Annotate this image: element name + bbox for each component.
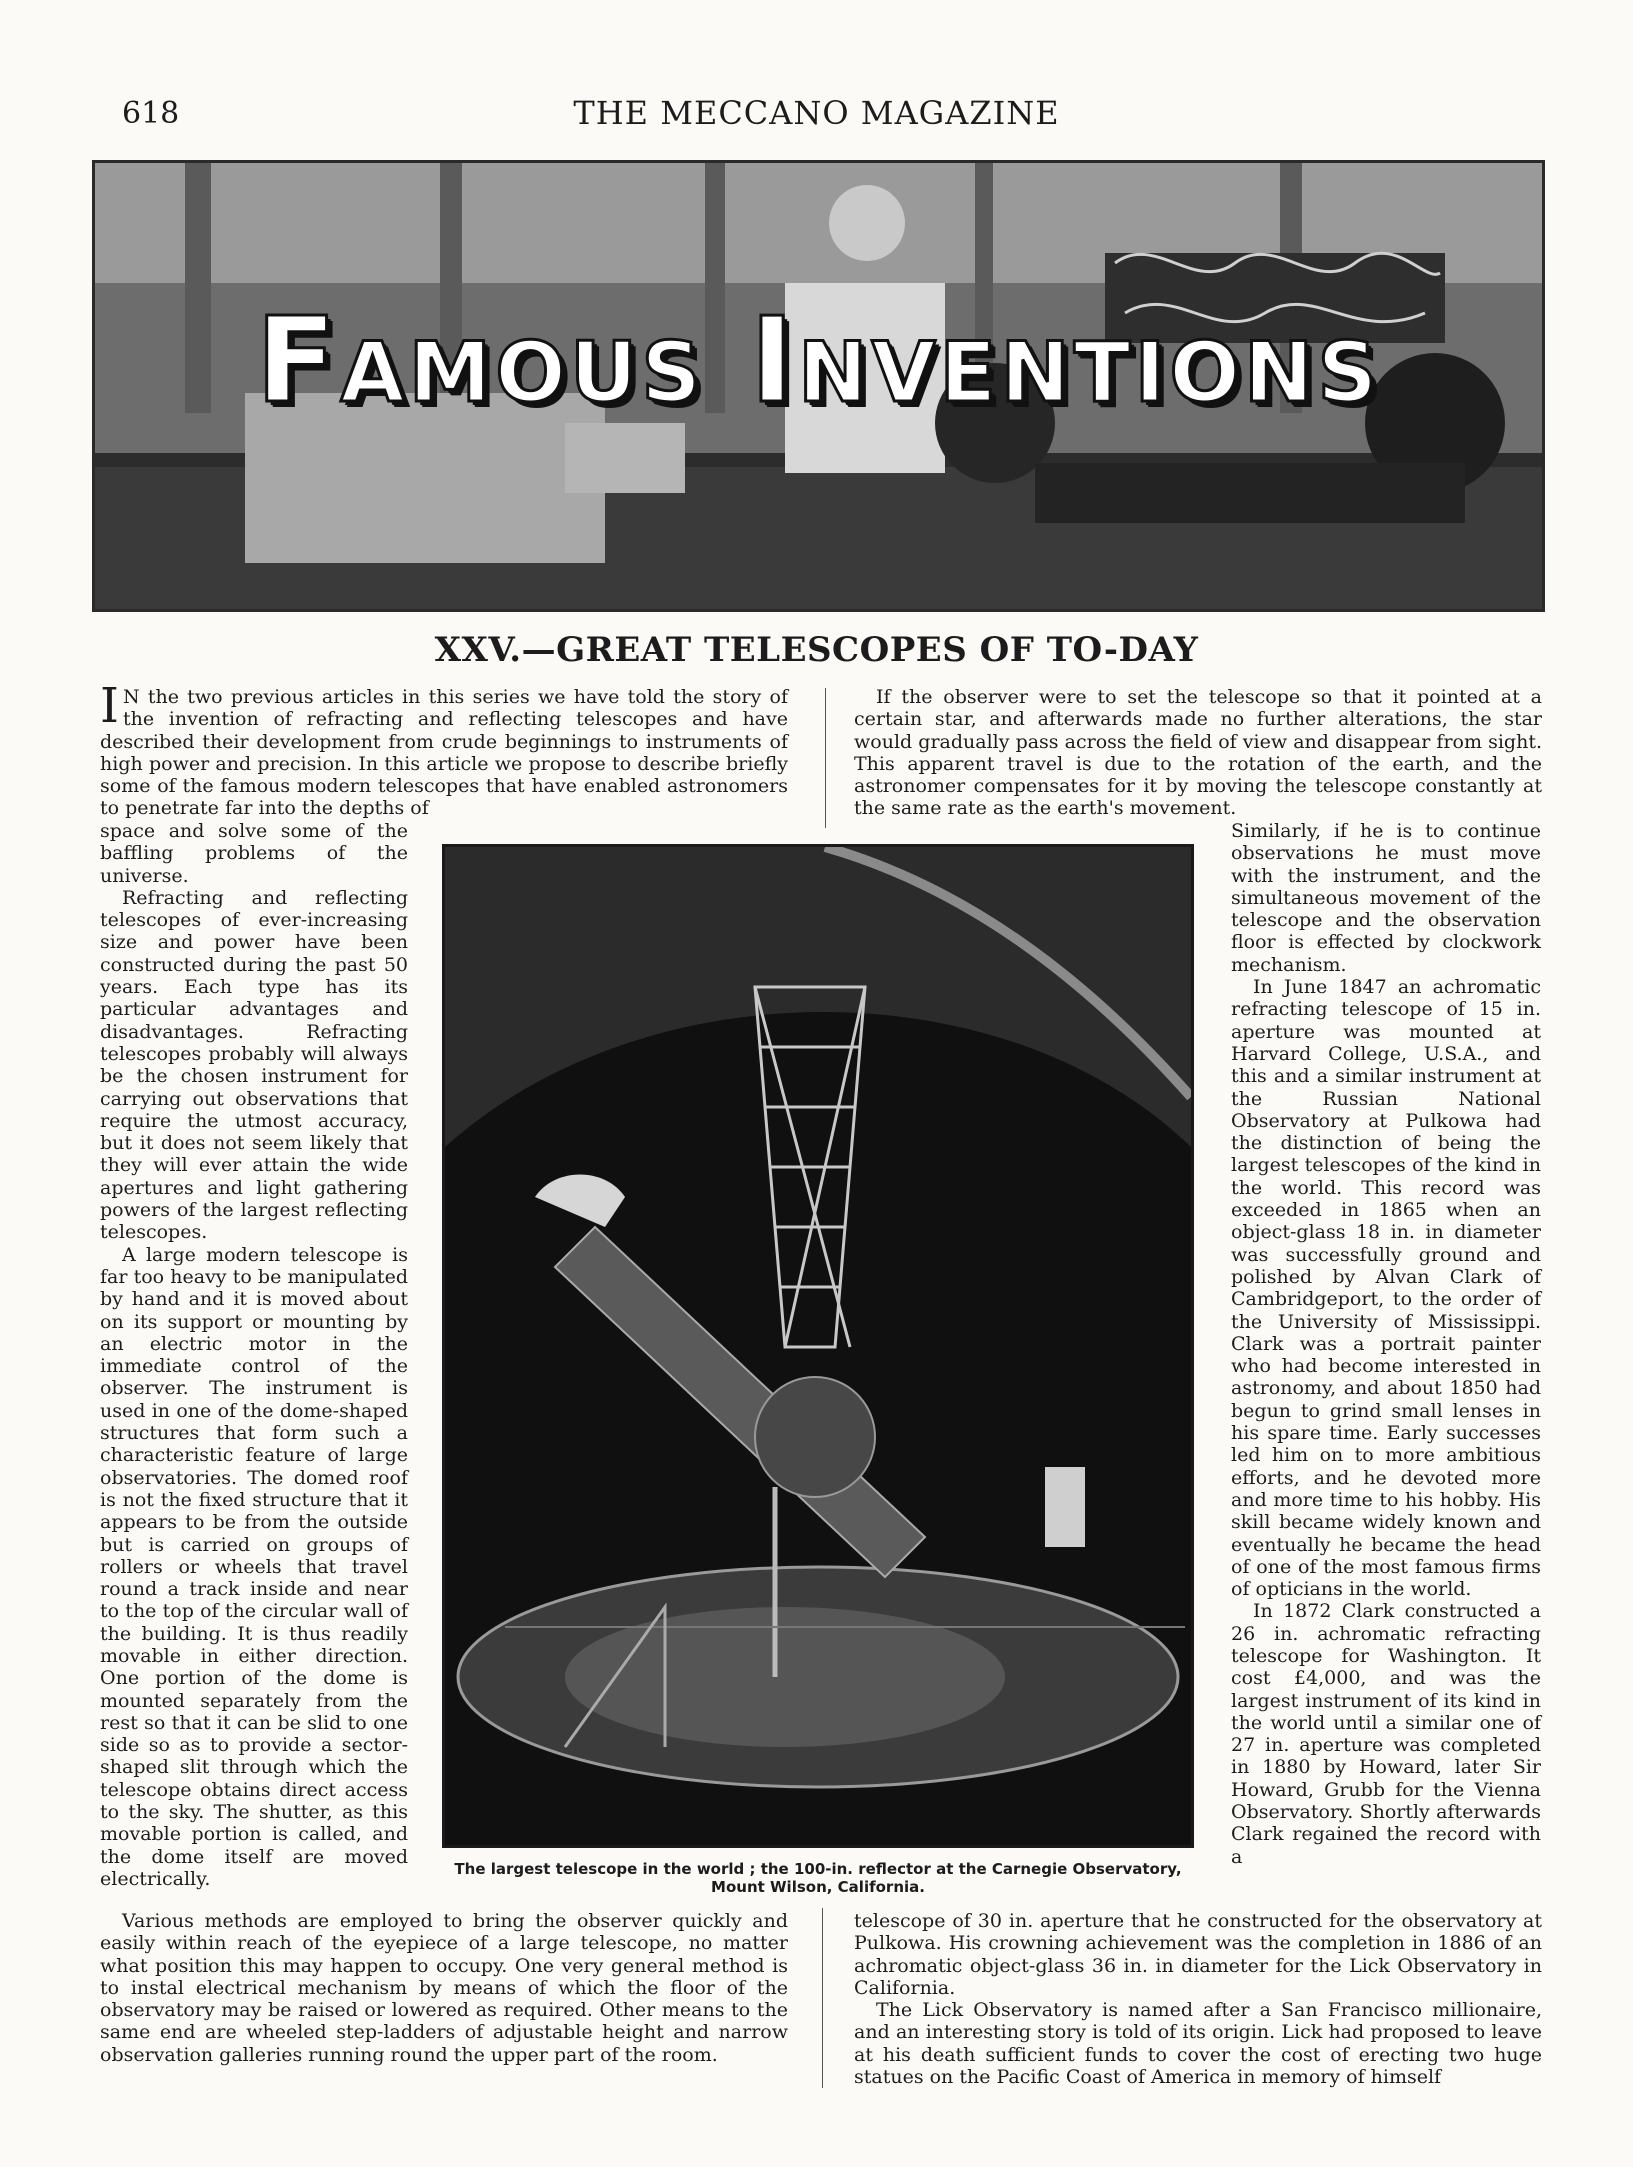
right-paragraph-4: In 1872 Clark constructed a 26 in. achromatic refracting telescope for Washington. It cost £4,000, and was the largest instrument of its kind in the world until a similar one of 27 in. aperture was completed in 1880 by Howard, later Sir Howard, Grubb for the Vienna Observatory. Shortly afterwards Clark regained the record with a (1231, 1600, 1541, 1868)
column-divider-top (825, 688, 826, 828)
left-narrow-column (100, 820, 408, 1890)
column-divider-bottom (822, 1908, 823, 2088)
intro-text: N the two previous articles in this series we have told the story of the invention of refracting and reflecting telescopes and have described their development from crude beginnings to instruments of high power and precision. In this article we propose to describe briefly some of the famous modern telescopes that have enabled astronomers to penetrate far into the depths of (100, 686, 788, 820)
right-paragraph-3: In June 1847 an achromatic refracting telescope of 15 in. aperture was mounted at Harvard College, U.S.A., and this and a similar instrument at the Russian National Observatory at Pulkowa had the distinction of being the largest telescopes of the kind in the world. This record was exceeded in 1865 when an object-glass 18 in. in diameter was successfully ground and polished by Alvan Clark of Cambridgeport, to the order of the University of Mississippi. Clark was a portrait painter who had become interested in astronomy, and about 1850 had begun to grind small lenses in his spare time. Early successes led him on to more ambitious efforts, and he devoted more and more time to his hobby. His skill became widely known and eventually he became the head of one of the most famous firms of opticians in the world. (1231, 976, 1541, 1601)
right-narrow-column (1231, 820, 1541, 1868)
right-intro-paragraph (854, 686, 1542, 820)
banner-title: Famous Inventions (255, 291, 1382, 429)
page-number: 618 (122, 96, 180, 131)
telescope-photo (442, 844, 1194, 1848)
magazine-title: THE MECCANO MAGAZINE (573, 94, 1060, 132)
telescope-illustration (445, 847, 1191, 1845)
intro-paragraph (100, 678, 788, 820)
right-paragraph-6: The Lick Observatory is named after a San Francisco millionaire, and an interesting story is told of its origin. Lick had proposed to leave at his death sufficient funds to cover the cost of erecting two huge statues on the Pacific Coast of America in memory of himself (854, 1999, 1542, 2089)
right-paragraph-5: telescope of 30 in. aperture that he constructed for the observatory at Pulkowa. His crowning achievement was the completion in 1886 of an achromatic object-glass 36 in. in diameter for the Lick Observatory in California. (854, 1910, 1542, 1999)
article-heading: XXV.—GREAT TELESCOPES OF TO-DAY (434, 630, 1199, 670)
left-paragraph-1: space and solve some of the baffling problems of the universe. (100, 820, 408, 887)
photo-caption: The largest telescope in the world ; the 100-in. reflector at the Carnegie Observatory, Mount Wilson, California. (454, 1860, 1182, 1896)
drop-cap: I (100, 678, 119, 734)
right-paragraph-1: If the observer were to set the telescope so that it pointed at a certain star, and afterwards made no further alterations, the star would gradually pass across the field of view and disappear from sight. This apparent travel is due to the rotation of the earth, and the astronomer compensates for it by moving the telescope constantly at the same rate as the earth's movement. (854, 686, 1542, 820)
right-paragraph-2: Similarly, if he is to continue observations he must move with the instrument, and the simultaneous movement of the telescope and the observation floor is effected by clockwork mechanism. (1231, 820, 1541, 976)
left-paragraph-3: A large modern telescope is far too heavy to be manipulated by hand and it is moved about on its support or mounting by an electric motor in the immediate control of the observer. The instrument is used in one of the dome-shaped structures that form such a characteristic feature of large observatories. The domed roof is not the fixed structure that it appears to be from the outside but is carried on groups of rollers or wheels that travel round a track inside and near to the top of the circular wall of the building. It is thus readily movable in either direction. One portion of the dome is mounted separately from the rest so that it can be slid to one side so as to provide a sector-shaped slit through which the telescope obtains direct access to the sky. The shutter, as this movable portion is called, and the dome itself are moved electrically. (100, 1243, 408, 1890)
banner-photo (92, 160, 1545, 612)
right-bottom-column (854, 1910, 1542, 2088)
left-paragraph-4: Various methods are employed to bring the observer quickly and easily within reach of the eyepiece of a large telescope, no matter what position this may happen to occupy. One very general method is to instal electrical mechanism by means of which the floor of the observatory may be raised or lowered as required. Other means to the same end are wheeled step-ladders of adjustable height and narrow observation galleries running round the upper part of the room. (100, 1910, 788, 2066)
left-paragraph-2: Refracting and reflecting telescopes of ever-increasing size and power have been constructed during the past 50 years. Each type has its particular advantages and disadvantages. Refracting telescopes probably will always be the chosen instrument for carrying out observations that require the utmost accuracy, but it does not seem likely that they will ever attain the wide apertures and light gathering powers of the largest reflecting telescopes. (100, 886, 408, 1244)
left-bottom-paragraph (100, 1910, 788, 2066)
